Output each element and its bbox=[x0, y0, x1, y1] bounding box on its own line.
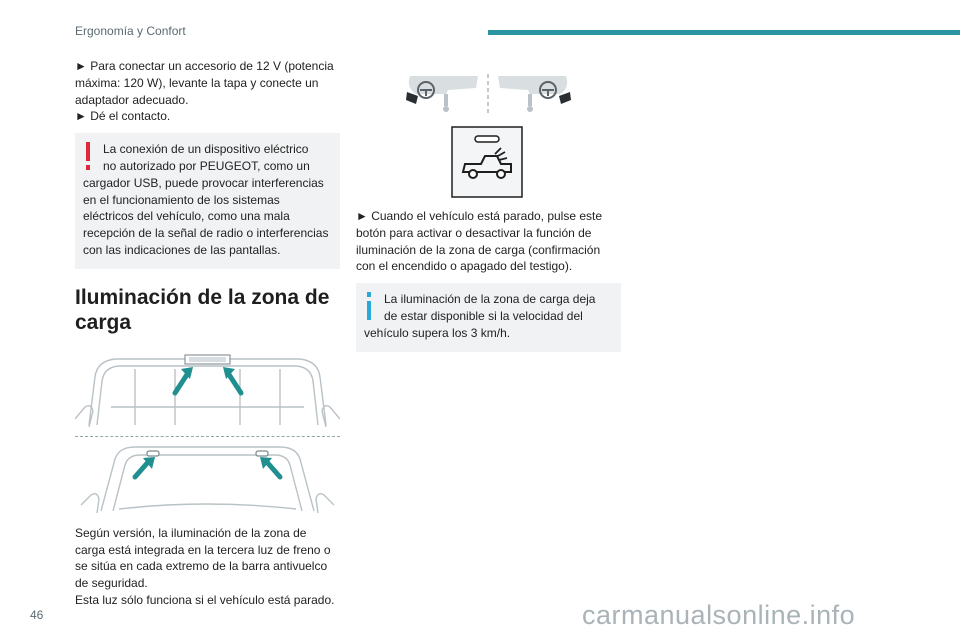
intro-line-3: adaptador adecuado. bbox=[75, 92, 189, 107]
info-note bbox=[356, 283, 621, 351]
right-para-line-2: botón para activar o desactivar la función de bbox=[356, 225, 592, 240]
steering-wheel-position-illustration bbox=[356, 58, 621, 116]
para-line-1: Según versión, la iluminación de la zona de bbox=[75, 525, 307, 540]
warning-line-2: no autorizado por PEUGEOT, como un bbox=[103, 158, 310, 173]
heading-line-1: Iluminación de la zona de bbox=[75, 285, 330, 309]
warning-line-3: cargador USB, puede provocar interferencias bbox=[83, 175, 324, 190]
warning-note bbox=[75, 133, 340, 269]
rollbar-lights-illustration bbox=[75, 439, 340, 517]
left-column bbox=[75, 58, 340, 609]
warning-line-6: recepción de la señal de radio o interferencias bbox=[83, 226, 329, 241]
info-line-3: vehículo supera los 3 km/h. bbox=[364, 325, 511, 340]
section-heading bbox=[75, 285, 340, 335]
info-line-1: La iluminación de la zona de carga deja bbox=[384, 292, 596, 307]
heading-line-2: carga bbox=[75, 310, 132, 334]
watermark-text: carmanualsonline.info bbox=[582, 600, 856, 630]
intro-line-1: ► Para conectar un accesorio de 12 V (potencia bbox=[75, 59, 334, 73]
para-line-4: de seguridad. bbox=[75, 576, 148, 591]
intro-line-2: máxima: 120 W), levante la tapa y conecte un bbox=[75, 75, 319, 90]
warning-line-1: La conexión de un dispositivo eléctrico bbox=[103, 142, 309, 157]
para-line-2: carga está integrada en la tercera luz de freno o bbox=[75, 542, 331, 557]
right-column bbox=[356, 58, 621, 352]
illustration-separator bbox=[75, 436, 340, 437]
page-number: 46 bbox=[30, 608, 44, 622]
right-para-line-1: ► Cuando el vehículo está parado, pulse este bbox=[356, 209, 603, 223]
para-line-5: Esta luz sólo funciona si el vehículo está parado. bbox=[75, 592, 335, 607]
page-header-section: Ergonomía y Confort bbox=[75, 24, 186, 38]
para-line-3: se sitúa en cada extremo de la barra antivuelco bbox=[75, 559, 328, 574]
right-para-line-3: iluminación de la zona de carga (confirmación bbox=[356, 242, 601, 257]
warning-line-5: eléctricos del vehículo, como una mala bbox=[83, 209, 290, 224]
intro-line-4: ► Dé el contacto. bbox=[75, 109, 171, 124]
info-line-2: de estar disponible si la velocidad del bbox=[384, 308, 583, 323]
cargo-light-button-icon bbox=[451, 126, 523, 198]
info-icon bbox=[364, 291, 374, 321]
warning-line-7: con las indicaciones de las pantallas. bbox=[83, 242, 281, 257]
header-accent-bar bbox=[488, 30, 960, 35]
warning-line-4: en el funcionamiento de los sistemas bbox=[83, 192, 280, 207]
location-paragraph bbox=[75, 525, 340, 609]
exclamation-icon bbox=[83, 141, 93, 171]
button-instructions bbox=[356, 208, 621, 275]
third-brake-light-illustration bbox=[75, 347, 340, 432]
intro-paragraph bbox=[75, 58, 340, 125]
right-para-line-4: con el encendido o apagado del testigo). bbox=[356, 259, 573, 274]
